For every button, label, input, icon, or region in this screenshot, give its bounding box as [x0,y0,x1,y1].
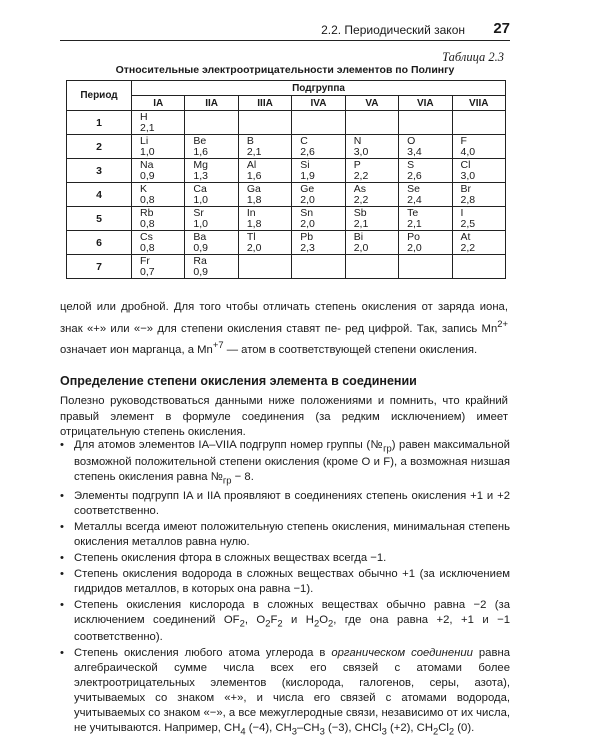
element-cell [185,111,238,135]
element-cell [345,207,398,231]
electronegativity-value: 0,9 [193,265,209,278]
element-cell [185,231,238,255]
element-symbol: Cs [140,230,153,243]
electronegativity-value: 2,1 [246,145,262,158]
list-item: • Степень окисления фтора в сложных веществах всегда −1. [60,551,387,564]
electronegativity-value: 0,9 [193,241,209,254]
electronegativity-value: 0,8 [140,217,155,230]
element-symbol: Sr [193,206,204,219]
electronegativity-value: 2,0 [407,241,422,254]
table-row [67,111,506,135]
table-row [67,207,506,231]
electronegativity-value: 2,8 [460,193,476,206]
element-cell [345,135,398,159]
electronegativity-table [66,80,506,279]
element-cell [238,255,291,279]
list-item: • Степень окисления любого атома углерода в органическом соединении равна алгебраической сумме числа всех его связей с атомами более электроотрицательных элементов (кислорода, галогенов, серы, азота), учитываемых со знаком «+», и числа его связей с атомами водорода, учитываемых со знаком «−», а все межуглеродные связи, независимо от их числа, не учитываются. Например, $CH_4$ (−4), $CH_3-CH_3$ (−3), CHCl$_3$ (+2), $CH_2Cl_2$ (0). [60,646,510,736]
electronegativity-value: 1,6 [246,169,262,182]
table-label: Таблица 2.3 [442,50,504,64]
element-cell [238,111,291,135]
element-cell [185,207,238,231]
element-cell [452,231,505,255]
page-number: 27 [493,20,510,37]
table-row [67,159,506,183]
electronegativity-value: 1,0 [193,217,209,230]
element-symbol: O [407,134,416,147]
electronegativity-value: 2,0 [300,217,315,230]
element-cell [185,255,238,279]
element-cell [399,207,452,231]
element-cell [345,255,398,279]
element-cell [452,207,505,231]
element-symbol: Al [246,158,257,171]
element-cell [452,159,505,183]
electronegativity-value: 2,2 [460,241,476,254]
element-cell [399,255,452,279]
element-symbol: Ca [193,182,207,195]
electronegativity-value: 2,0 [300,193,315,206]
element-cell [452,111,505,135]
element-cell [399,135,452,159]
electronegativity-value: 2,6 [407,169,422,182]
bullet-icon: • [60,551,64,564]
subgroup-header: Подгруппа [132,81,506,96]
electronegativity-value: 0,8 [140,193,155,206]
group-header: IIA [185,96,238,111]
period-cell: 4 [67,183,132,207]
element-symbol: Ge [300,182,315,195]
element-cell [345,159,398,183]
element-symbol: Sb [353,206,367,219]
element-cell [185,183,238,207]
element-cell [292,207,345,231]
element-cell [132,231,185,255]
electronegativity-value: 2,1 [353,217,369,230]
element-cell [238,135,291,159]
element-cell [399,231,452,255]
element-cell [132,159,185,183]
bullet-icon: • [60,646,64,659]
element-symbol: B [246,134,254,147]
element-cell [292,183,345,207]
element-cell [238,183,291,207]
element-symbol: K [140,182,148,195]
electronegativity-value: 1,0 [140,145,155,158]
electronegativity-value: 1,8 [246,193,262,206]
element-symbol: Ra [193,254,207,267]
period-header: Период [67,81,132,111]
list-item: • Степень окисления кислорода в сложных веществах обычно равна −2 (за исключением соединений $OF_2$, $O_2F_2$ и $H_2O_2$, где она равна +2, +1 и −1 соответственно). [60,598,510,643]
element-cell [185,159,238,183]
element-symbol: Sn [300,206,314,219]
paragraph-intro: Полезно руководствоваться данными ниже положениями и помнить, что крайний правый элемент в формуле соединения (за редким исключением) имеет отрицательную степень окисления. [60,395,508,438]
element-cell [292,111,345,135]
text-line: заряда иона, знак «+» или «−» для степени окисления ставят пе- [60,301,508,335]
section-title: 2.2. Периодический закон [321,23,465,37]
element-cell [292,255,345,279]
list-item: • Для атомов элементов IA–VIIA подгрупп номер группы $(№_{гр})$ равен максимальной возможной положительной степени окисления (кроме O и F), а возможная низшая степень окисления равна $№_{гр} - 8$. [60,439,510,486]
table-row [67,255,506,279]
electronegativity-value: 2,0 [353,241,369,254]
bullet-icon: • [60,439,64,451]
table-row [67,231,506,255]
element-symbol: Ba [193,230,207,243]
period-cell: 2 [67,135,132,159]
electronegativity-value: 1,9 [300,169,315,182]
element-cell [132,135,185,159]
text-line: — [223,343,239,356]
bullet-icon: • [60,567,64,580]
element-symbol: S [407,158,415,171]
element-cell [132,207,185,231]
element-cell [399,111,452,135]
group-header: VIA [399,96,452,111]
element-symbol: Te [407,206,419,219]
element-cell [132,255,185,279]
element-cell [452,183,505,207]
electronegativity-value: 2,6 [300,145,315,158]
bullet-icon: • [60,489,64,502]
bullet-icon: • [60,520,64,533]
element-symbol: In [246,206,256,219]
paragraph-oxidation-notation [60,300,508,358]
element-cell [452,135,505,159]
element-cell [238,231,291,255]
table-title: Относительные электроотрицательности элементов по Полингу [115,64,455,76]
electronegativity-value: 2,5 [460,217,476,230]
electronegativity-value: 2,4 [407,193,422,206]
element-cell [292,231,345,255]
element-symbol: C [300,134,308,147]
electronegativity-value: 1,3 [193,169,209,182]
element-symbol: Pb [300,230,314,243]
electronegativity-value: 4,0 [460,145,476,158]
group-header: IVA [292,96,345,111]
electronegativity-value: 2,3 [300,241,315,254]
electronegativity-value: 0,7 [140,265,155,278]
element-cell [238,159,291,183]
electronegativity-value: 1,6 [193,145,209,158]
element-symbol: N [353,134,362,147]
element-cell [185,135,238,159]
element-cell [345,231,398,255]
running-header [60,20,510,41]
element-cell [399,183,452,207]
electronegativity-value: 3,0 [460,169,476,182]
electronegativity-value: 0,9 [140,169,155,182]
list-item: • Элементы подгрупп IA и IIA проявляют в соединениях степень окисления +1 и +2 соответственно. [60,489,510,517]
element-symbol: Li [140,134,149,147]
element-cell [132,183,185,207]
element-symbol: Mg [193,158,209,171]
element-cell [399,159,452,183]
element-symbol: Na [140,158,154,171]
electronegativity-value: 1,0 [193,193,209,206]
element-symbol: Be [193,134,207,147]
group-header: VA [345,96,398,111]
electronegativity-value: 2,2 [353,193,369,206]
superscript: 2+ [497,317,508,329]
element-cell [345,183,398,207]
electronegativity-value: 2,0 [246,241,262,254]
text-line: целой или дробной. Для того чтобы отличать степень окисления от [60,301,433,313]
text-line: ред цифрой. Так, запись Mn [345,322,498,335]
table-row [67,135,506,159]
superscript: +7 [212,338,224,350]
section-heading: Определение степени окисления элемента в соединении [60,374,417,388]
element-cell [345,111,398,135]
group-header: VIIA [452,96,505,111]
group-header: IA [132,96,185,111]
element-symbol: I [460,206,464,219]
element-symbol: Tl [246,230,256,243]
element-symbol: Br [460,182,472,195]
electronegativity-value: 0,8 [140,241,155,254]
element-symbol: Rb [140,206,154,219]
element-symbol: Ga [246,182,261,195]
electronegativity-value: 3,4 [407,145,422,158]
rules-list [60,438,510,739]
element-cell [238,207,291,231]
electronegativity-value: 2,1 [140,121,155,134]
element-symbol: Cl [460,158,471,171]
text-line: атом в соответствующей степени окисления. [241,343,478,356]
table-row [67,183,506,207]
element-symbol: As [353,182,366,195]
element-symbol: Fr [140,254,150,267]
bullet-icon: • [60,598,64,611]
electronegativity-value: 1,8 [246,217,262,230]
period-cell: 7 [67,255,132,279]
element-cell [452,255,505,279]
element-symbol: Se [407,182,420,195]
list-item: • Степень окисления водорода в сложных веществах обычно +1 (за исключением гидридов металлов, в которых она равна −1). [60,567,510,595]
period-cell: 3 [67,159,132,183]
element-symbol: F [460,134,467,147]
text-line: означает ион марганца, а Mn [60,343,213,356]
electronegativity-value: 2,1 [407,217,422,230]
period-cell: 6 [67,231,132,255]
element-cell [292,159,345,183]
electronegativity-value: 2,2 [353,169,369,182]
period-cell: 1 [67,111,132,135]
element-symbol: P [353,158,361,171]
element-cell [292,135,345,159]
element-symbol: Bi [353,230,364,243]
element-symbol: H [140,110,148,123]
element-symbol: Po [407,230,420,243]
electronegativity-value: 3,0 [353,145,369,158]
list-item: • Металлы всегда имеют положительную степень окисления, минимальная степень окисления металлов равна нулю. [60,520,510,548]
group-header: IIIA [238,96,291,111]
element-cell [132,111,185,135]
period-cell: 5 [67,207,132,231]
element-symbol: Si [300,158,310,171]
element-symbol: At [460,230,471,243]
